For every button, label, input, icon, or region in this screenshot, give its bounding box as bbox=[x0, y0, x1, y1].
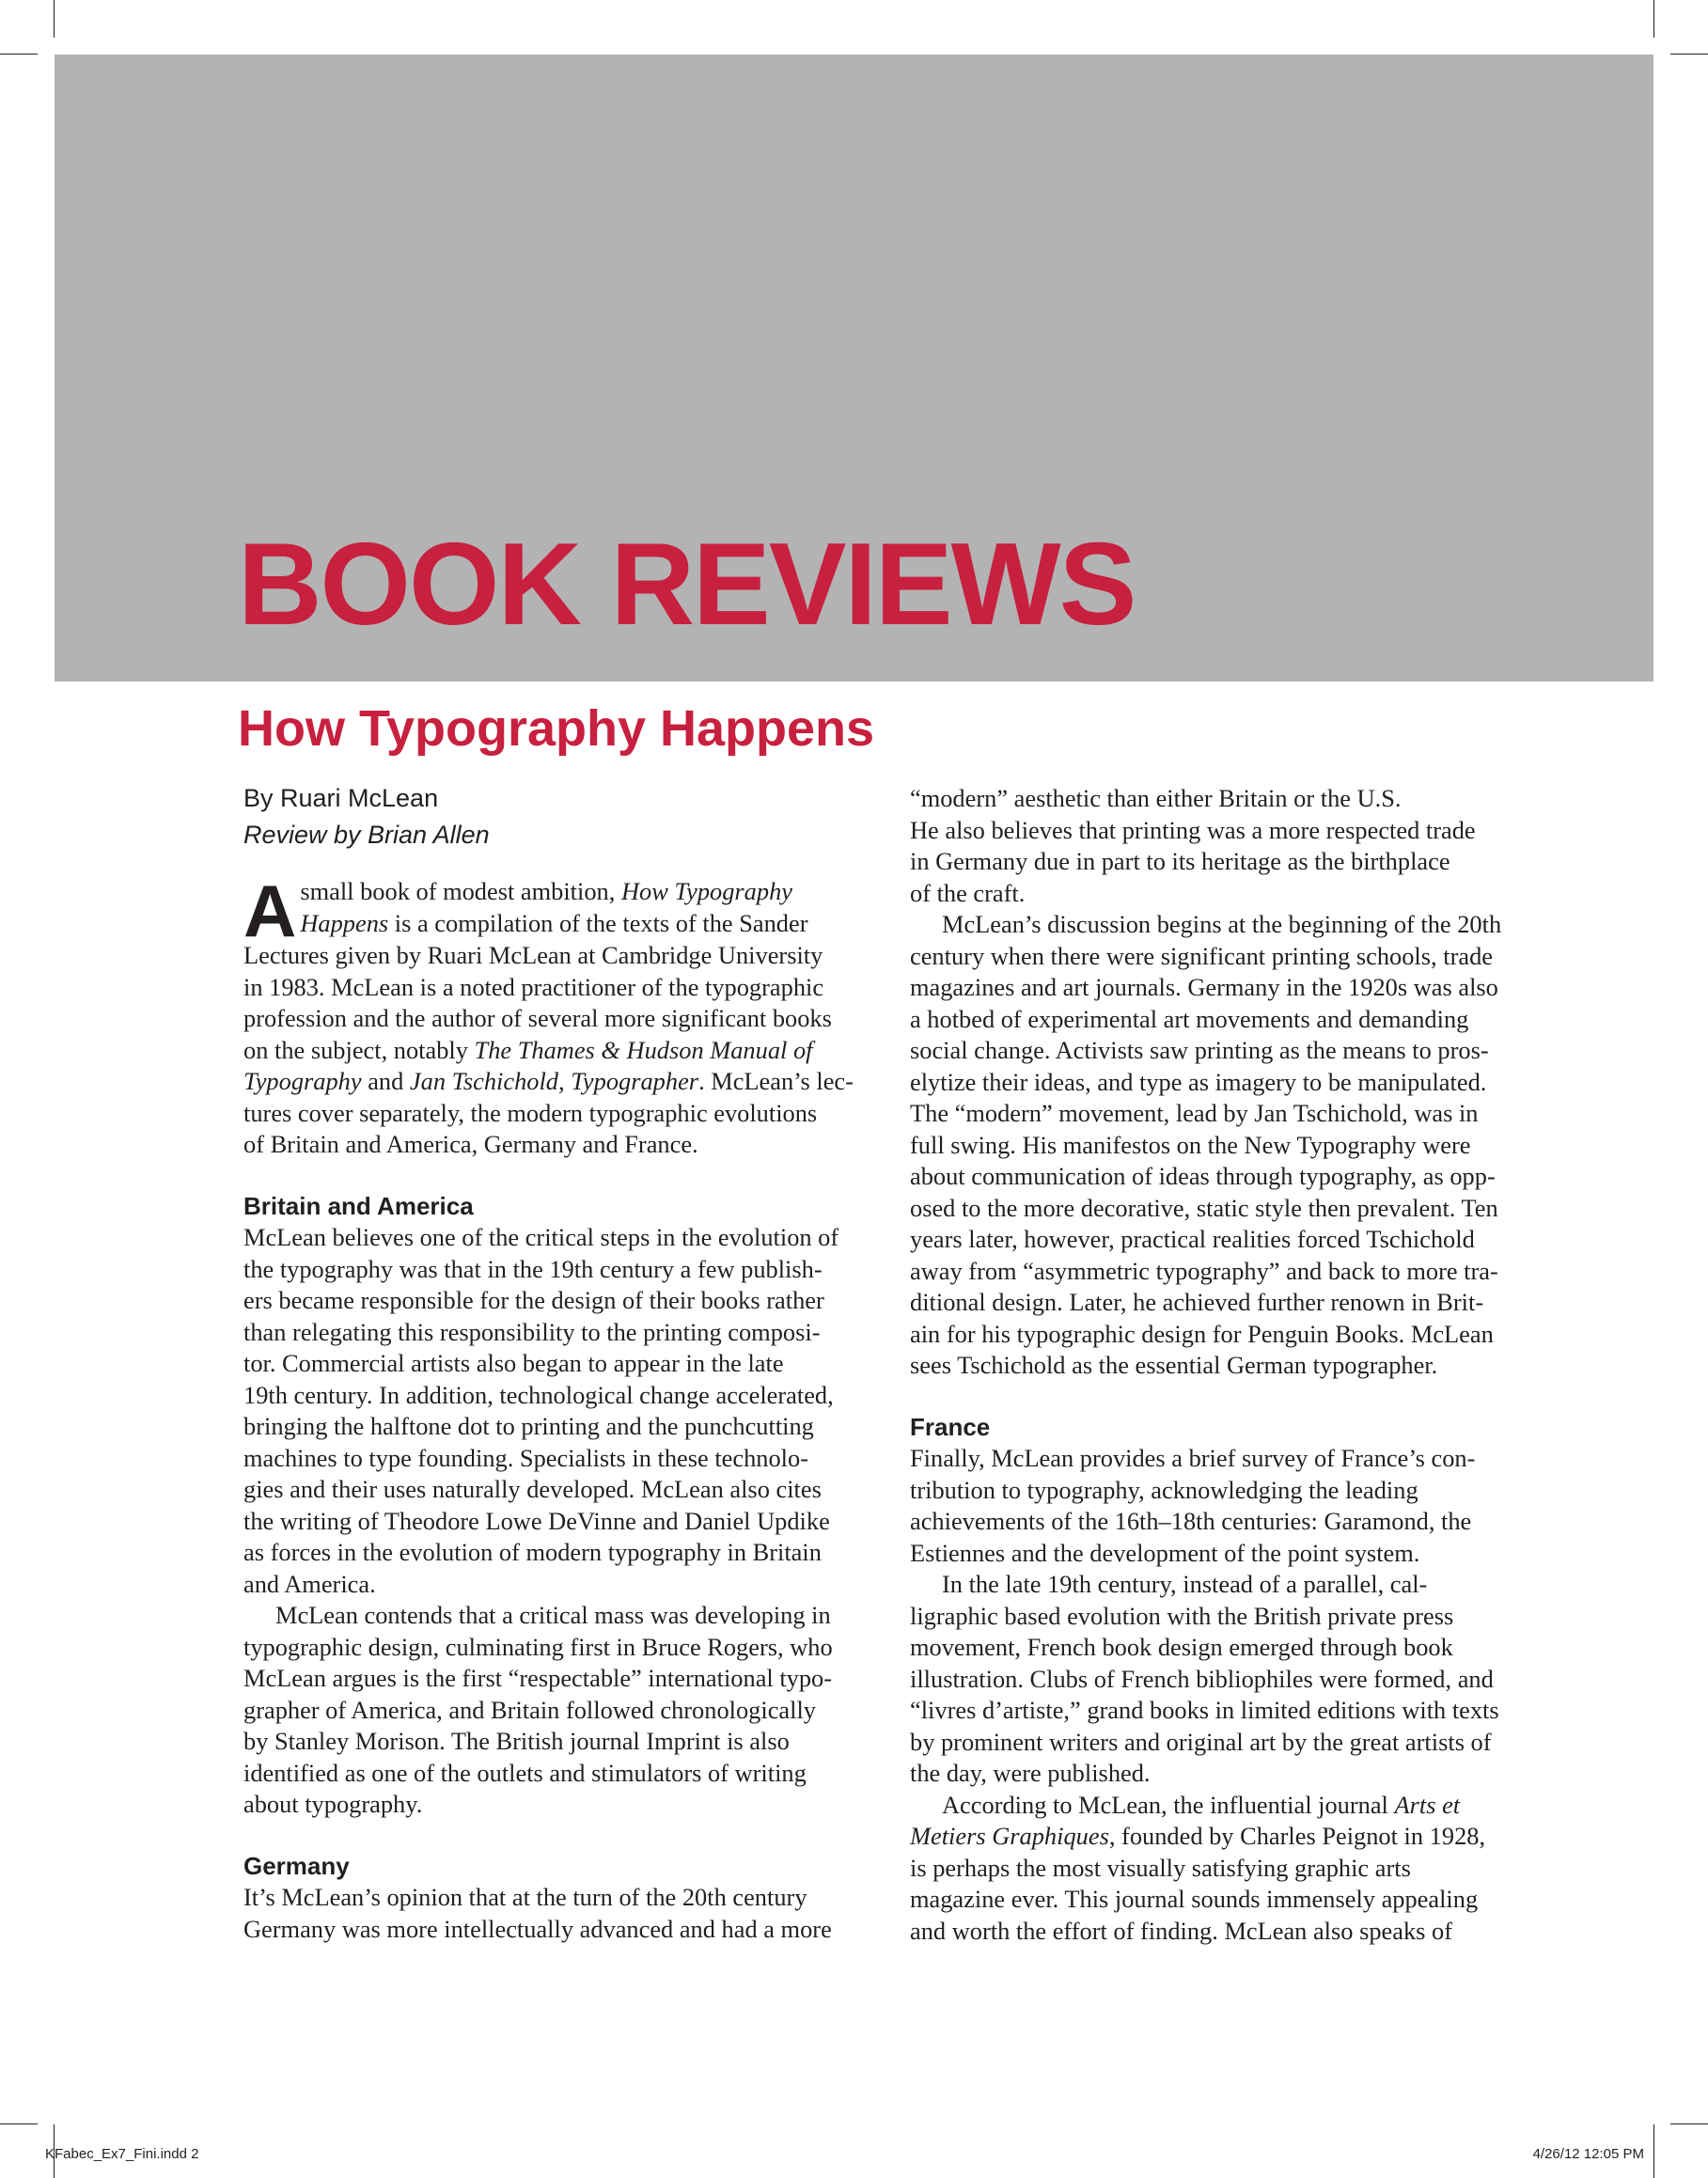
text-line: Finally, McLean provides a brief survey of France’s con- bbox=[910, 1444, 1476, 1472]
text-line: ditional design. Later, he achieved further renown in Brit- bbox=[910, 1288, 1484, 1316]
text-line: years later, however, practical realities forced Tschichold bbox=[910, 1225, 1475, 1253]
germany-paragraph-2 bbox=[910, 909, 1530, 1382]
section-title: BOOK REVIEWS bbox=[238, 520, 1136, 650]
text-line: the typography was that in the 19th century a few publish- bbox=[243, 1254, 823, 1283]
text-line: McLean contends that a critical mass was developing in bbox=[275, 1601, 831, 1629]
text-line: bringing the halftone dot to printing and the punchcutting bbox=[243, 1412, 814, 1440]
britain-paragraph-2 bbox=[243, 1600, 864, 1821]
intro-cap-line: Happens is a compilation of the texts of the Sander bbox=[300, 908, 808, 937]
text-line: in 1983. McLean is a noted practitioner of the typographic bbox=[243, 972, 824, 1001]
footer-timestamp: 4/26/12 12:05 PM bbox=[1532, 2146, 1644, 2162]
text-line: “livres d’artiste,” grand books in limited editions with texts bbox=[910, 1696, 1499, 1724]
text-line: than relegating this responsibility to the printing composi- bbox=[243, 1317, 821, 1346]
crop-mark-bottom-left-h bbox=[0, 2123, 38, 2124]
crop-mark-bottom-right-h bbox=[1670, 2123, 1708, 2124]
drop-cap: A bbox=[243, 870, 297, 952]
france-paragraph-2 bbox=[910, 1569, 1530, 1790]
text-line: illustration. Clubs of French bibliophiles were formed, and bbox=[910, 1664, 1494, 1693]
book-author: By Ruari McLean bbox=[243, 784, 439, 812]
heading-germany: Germany bbox=[243, 1851, 350, 1880]
intro-lines bbox=[243, 940, 864, 1161]
text-line: the writing of Theodore Lowe DeVinne and Daniel Updike bbox=[243, 1506, 830, 1535]
text-line: on the subject, notably The Thames & Hudson Manual of bbox=[243, 1035, 813, 1064]
text-line: by prominent writers and original art by the great artists of bbox=[910, 1727, 1492, 1756]
text-line: away from “asymmetric typography” and back to more tra- bbox=[910, 1256, 1498, 1285]
crop-mark-top-right-v bbox=[1653, 0, 1654, 38]
text-line: is perhaps the most visually satisfying graphic arts bbox=[910, 1853, 1411, 1882]
text-line: tribution to typography, acknowledging the leading bbox=[910, 1475, 1418, 1504]
heading-britain-america: Britain and America bbox=[243, 1191, 474, 1220]
text-line: machines to type founding. Specialists in these technolo- bbox=[243, 1443, 808, 1472]
text-line: According to McLean, the influential journal Arts et bbox=[942, 1790, 1461, 1819]
right-column bbox=[910, 783, 1530, 1947]
text-line: full swing. His manifestos on the New Typography were bbox=[910, 1130, 1471, 1159]
text-line: osed to the more decorative, static style then prevalent. Ten bbox=[910, 1193, 1498, 1222]
text-line: movement, French book design emerged through book bbox=[910, 1633, 1453, 1661]
text-line: about communication of ideas through typography, as opp- bbox=[910, 1162, 1496, 1190]
text-line: The “modern” movement, lead by Jan Tschichold, was in bbox=[910, 1099, 1479, 1127]
text-line: social change. Activists saw printing as the means to pros- bbox=[910, 1036, 1489, 1064]
text-line: tures cover separately, the modern typographic evolutions bbox=[243, 1098, 818, 1127]
text-line: Estiennes and the development of the point system. bbox=[910, 1538, 1420, 1567]
book-title: How Typography Happens bbox=[238, 700, 875, 757]
text-line: McLean argues is the first “respectable” international typo- bbox=[243, 1664, 833, 1692]
text-line: the day, were published. bbox=[910, 1759, 1151, 1787]
text-line: by Stanley Morison. The British journal Imprint is also bbox=[243, 1727, 790, 1755]
text-line: grapher of America, and Britain followed chronologically bbox=[243, 1695, 816, 1724]
text-line: ligraphic based evolution with the British private press bbox=[910, 1601, 1454, 1630]
text-line: of the craft. bbox=[910, 878, 1026, 907]
text-line: tor. Commercial artists also began to appear in the late bbox=[243, 1349, 784, 1377]
text-line: century when there were significant printing schools, trade bbox=[910, 941, 1493, 970]
footer-file-slug: KFabec_Ex7_Fini.indd 2 bbox=[45, 2146, 199, 2162]
france-paragraph-1 bbox=[910, 1443, 1530, 1569]
text-line: and America. bbox=[243, 1569, 376, 1598]
text-line: Metiers Graphiques, founded by Charles Peignot in 1928, bbox=[910, 1822, 1486, 1850]
germany-paragraph-1 bbox=[243, 1882, 864, 1945]
text-line: magazines and art journals. Germany in the 1920s was also bbox=[910, 973, 1498, 1001]
text-line: McLean believes one of the critical steps in the evolution of bbox=[243, 1223, 839, 1251]
text-line: Typography and Jan Tschichold, Typographer. McLean’s lec- bbox=[243, 1067, 854, 1095]
crop-mark-bottom-right-v bbox=[1653, 2124, 1654, 2178]
text-line: Lectures given by Ruari McLean at Cambridge University bbox=[243, 941, 823, 969]
text-line: a hotbed of experimental art movements and demanding bbox=[910, 1004, 1469, 1033]
text-line: ain for his typographic design for Penguin Books. McLean bbox=[910, 1319, 1494, 1348]
text-line: 19th century. In addition, technological change accelerated, bbox=[243, 1380, 834, 1409]
text-line: identified as one of the outlets and stimulators of writing bbox=[243, 1758, 807, 1787]
text-line: In the late 19th century, instead of a parallel, cal- bbox=[942, 1570, 1428, 1598]
left-column bbox=[243, 870, 864, 1945]
text-line: of Britain and America, Germany and France. bbox=[243, 1130, 698, 1158]
text-line: as forces in the evolution of modern typography in Britain bbox=[243, 1538, 822, 1566]
heading-france: France bbox=[910, 1412, 991, 1441]
text-line: about typography. bbox=[243, 1790, 423, 1818]
text-line: It’s McLean’s opinion that at the turn of the 20th century bbox=[243, 1883, 807, 1911]
britain-paragraph-1 bbox=[243, 1222, 864, 1600]
text-line: typographic design, culminating first in Bruce Rogers, who bbox=[243, 1632, 833, 1661]
text-line: elytize their ideas, and type as imagery to be manipulated. bbox=[910, 1067, 1487, 1096]
france-paragraph-3 bbox=[910, 1790, 1530, 1948]
crop-mark-top-left-h bbox=[0, 54, 38, 55]
text-line: gies and their uses naturally developed. McLean also cites bbox=[243, 1475, 822, 1503]
text-line: achievements of the 16th–18th centuries: Garamond, the bbox=[910, 1507, 1472, 1535]
text-line: sees Tschichold as the essential German typographer. bbox=[910, 1351, 1438, 1379]
text-line: in Germany due in part to its heritage as the birthplace bbox=[910, 847, 1450, 875]
text-line: profession and the author of several more significant books bbox=[243, 1004, 832, 1032]
intro-cap-line: small book of modest ambition, How Typography bbox=[300, 877, 792, 905]
text-line: McLean’s discussion begins at the beginning of the 20th bbox=[942, 910, 1502, 938]
intro-paragraph bbox=[243, 870, 864, 1161]
text-line: and worth the effort of finding. McLean also speaks of bbox=[910, 1916, 1453, 1945]
text-line: He also believes that printing was a more respected trade bbox=[910, 815, 1476, 844]
text-line: magazine ever. This journal sounds immensely appealing bbox=[910, 1885, 1479, 1913]
text-line: ers became responsible for the design of their books rather bbox=[243, 1286, 824, 1314]
crop-mark-top-left-v bbox=[54, 0, 55, 38]
crop-mark-top-right-h bbox=[1670, 54, 1708, 55]
review-author: Review by Brian Allen bbox=[243, 821, 490, 849]
text-line: “modern” aesthetic than either Britain or the U.S. bbox=[910, 784, 1402, 812]
text-line: Germany was more intellectually advanced and had a more bbox=[243, 1914, 832, 1943]
germany-paragraph-continued bbox=[910, 783, 1530, 909]
